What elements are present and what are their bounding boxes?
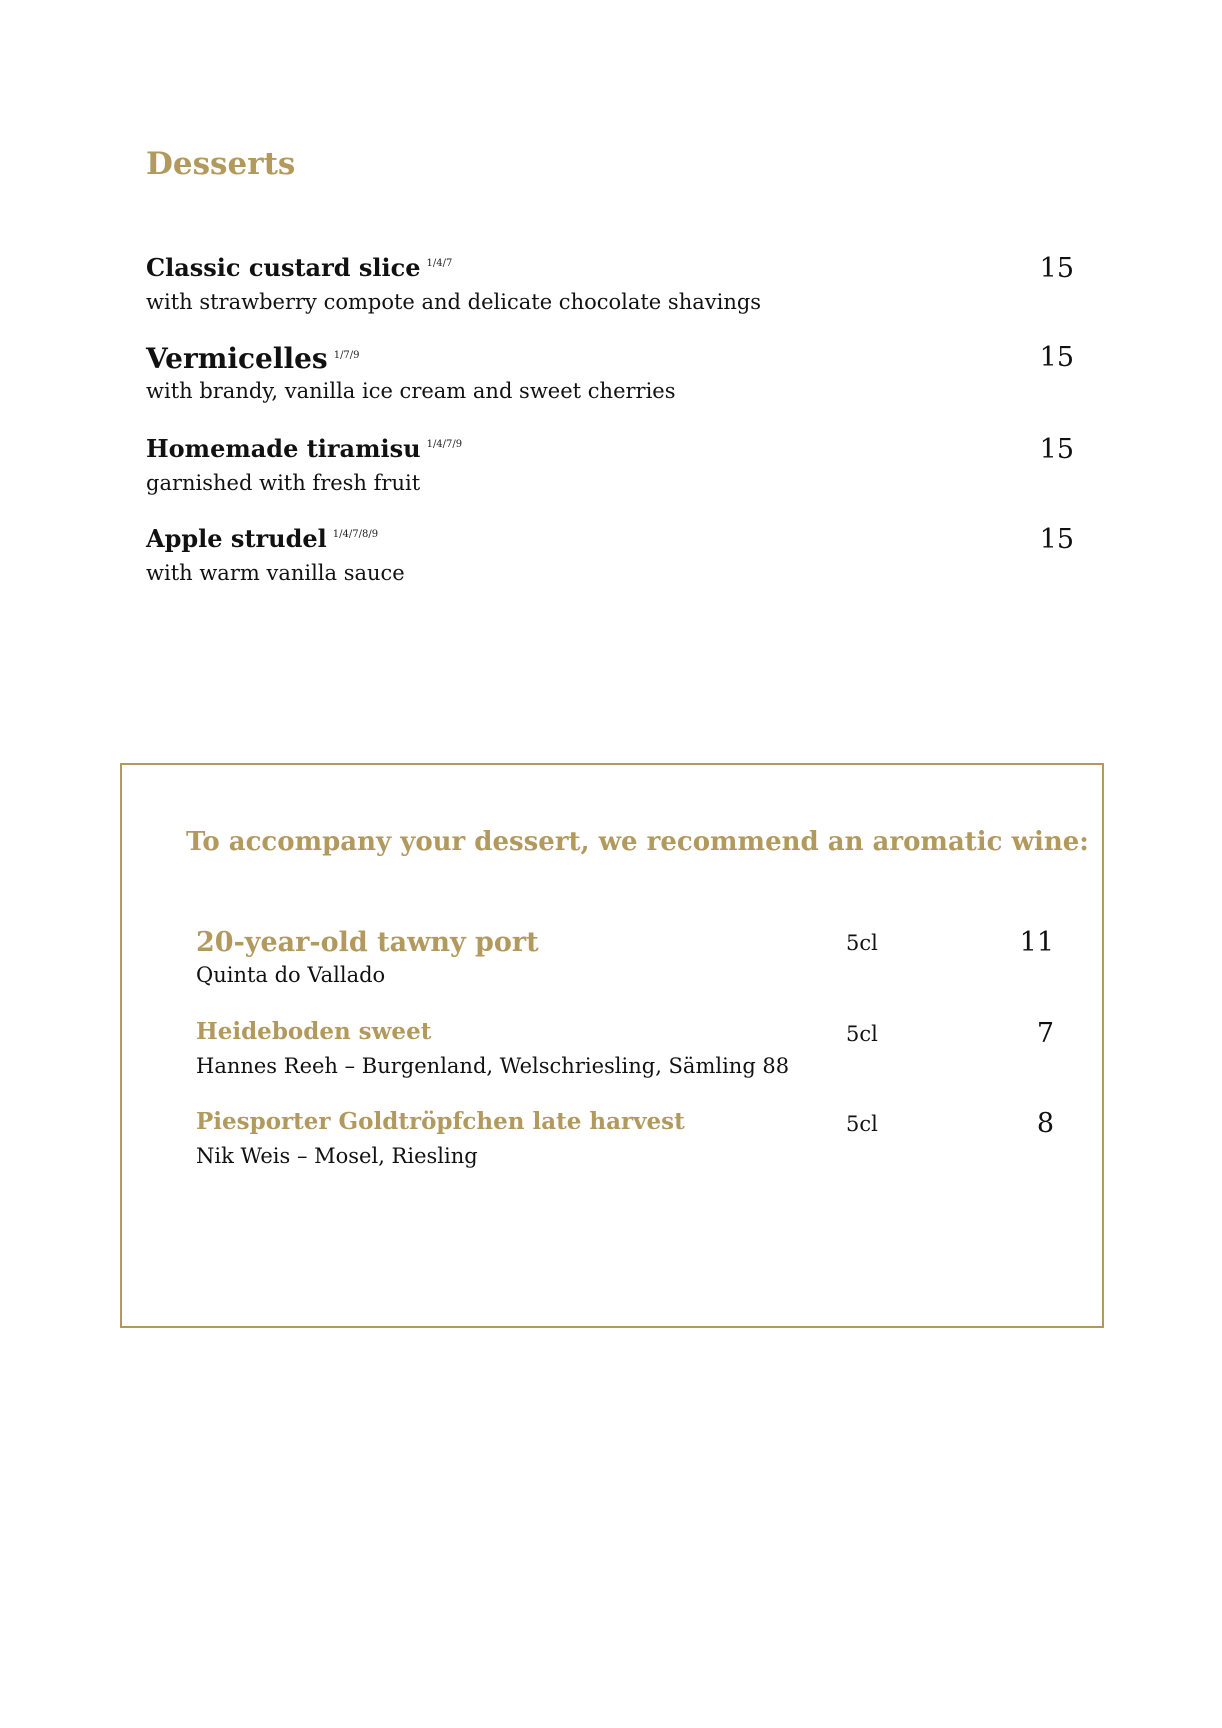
wine-name-line — [196, 927, 1054, 963]
dessert-name-line — [146, 253, 1074, 289]
wine-producer: Hannes Reeh – Burgenland, Welschriesling, Sämling 88 — [196, 1054, 790, 1078]
dessert-item — [146, 253, 1074, 314]
dessert-item — [146, 434, 1074, 495]
wine-producer: Quinta do Vallado — [196, 963, 386, 987]
wine-measure: 5cl — [846, 1022, 878, 1046]
dessert-allergens: 1/4/7 — [426, 258, 453, 269]
dessert-item — [146, 342, 1074, 403]
wine-price: 8 — [1036, 1108, 1054, 1139]
dessert-description: with brandy, vanilla ice cream and sweet cherries — [146, 379, 676, 403]
wine-item — [196, 1108, 1054, 1168]
section-title: Desserts — [146, 146, 296, 182]
dessert-allergens: 1/4/7/8/9 — [332, 529, 379, 540]
wine-measure: 5cl — [846, 1112, 878, 1136]
dessert-price: 15 — [1039, 342, 1074, 373]
dessert-price: 15 — [1039, 524, 1074, 555]
wine-name: Heideboden sweet — [196, 1018, 432, 1045]
dessert-name-line — [146, 342, 1074, 378]
wine-name: 20-year-old tawny port — [196, 927, 539, 958]
dessert-allergens: 1/7/9 — [333, 350, 360, 361]
dessert-name: Homemade tiramisu — [146, 434, 421, 463]
wine-producer: Nik Weis – Mosel, Riesling — [196, 1144, 478, 1168]
dessert-description: with warm vanilla sauce — [146, 561, 405, 585]
wine-price: 11 — [1019, 927, 1054, 958]
dessert-description: garnished with fresh fruit — [146, 471, 421, 495]
dessert-price: 15 — [1039, 253, 1074, 284]
wine-price: 7 — [1036, 1018, 1054, 1049]
wine-name-line — [196, 1108, 1054, 1144]
dessert-name: Classic custard slice — [146, 253, 421, 282]
wine-recommendation-heading: To accompany your dessert, we recommend an aromatic wine: — [186, 827, 1089, 857]
dessert-name-line — [146, 434, 1074, 470]
dessert-price: 15 — [1039, 434, 1074, 465]
dessert-item — [146, 524, 1074, 585]
dessert-allergens: 1/4/7/9 — [426, 439, 463, 450]
dessert-name: Apple strudel — [146, 524, 327, 553]
dessert-name: Vermicelles — [146, 342, 328, 375]
dessert-name-line — [146, 524, 1074, 560]
wine-item — [196, 1018, 1054, 1078]
wine-name-line — [196, 1018, 1054, 1054]
wine-recommendation-box — [120, 763, 1104, 1328]
wine-item — [196, 927, 1054, 987]
wine-measure: 5cl — [846, 931, 878, 955]
dessert-description: with strawberry compote and delicate chocolate shavings — [146, 290, 762, 314]
wine-name: Piesporter Goldtröpfchen late harvest — [196, 1108, 685, 1135]
